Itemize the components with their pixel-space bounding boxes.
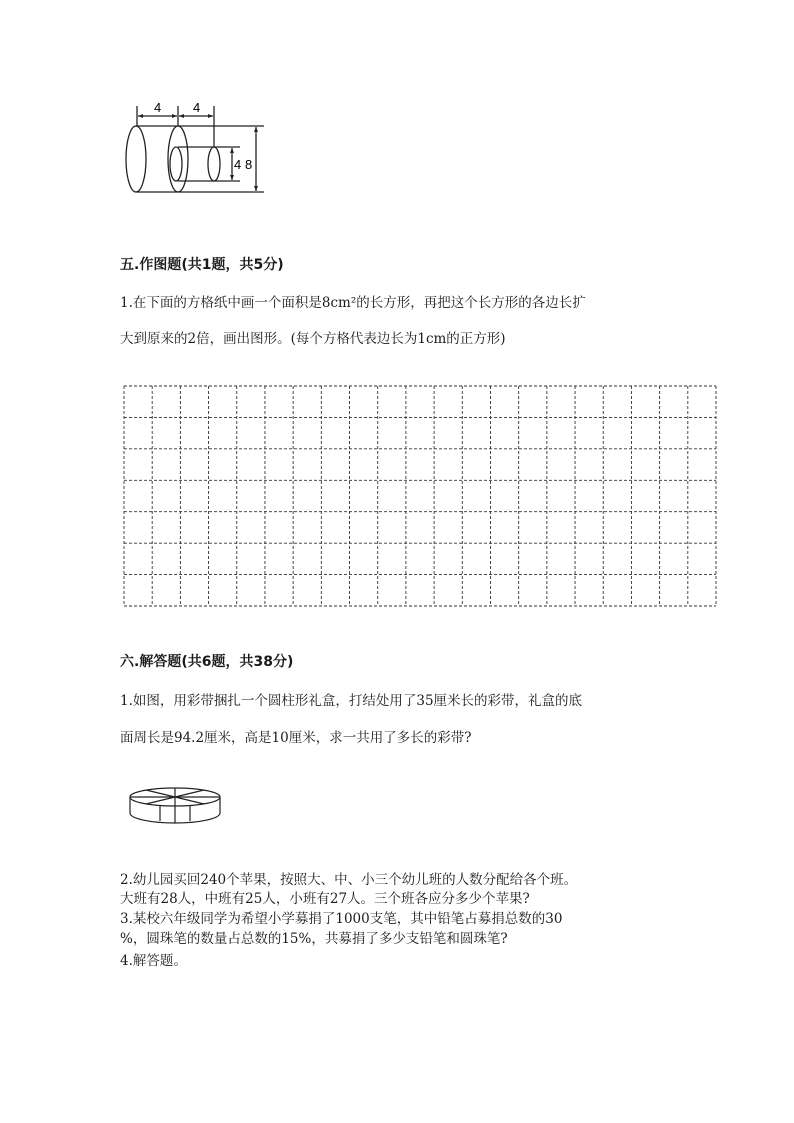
section6-title: 六.解答题(共6题，共38分): [120, 654, 294, 670]
section6-q2-line2: 大班有28人，中班有25人，小班有27人。三个班各应分多少个苹果?: [120, 891, 530, 907]
section6-q3-line2: %，圆珠笔的数量占总数的15%，共募捐了多少支铅笔和圆珠笔?: [120, 931, 508, 947]
section6-q2-line1: 2.幼儿园买回240个苹果，按照大、中、小三个幼儿班的人数分配给各个班。: [120, 872, 578, 888]
width-label-1: 4: [154, 100, 162, 115]
section6-q4: 4.解答题。: [120, 953, 187, 969]
width-label-2: 4: [193, 100, 201, 115]
cylinder-figure: [118, 96, 278, 216]
section6-q1-line2: 面周长是94.2厘米，高是10厘米，求一共用了多长的彩带?: [120, 730, 472, 746]
inner-diameter-label: 4: [234, 157, 242, 172]
section6-q1-line1: 1.如图，用彩带捆扎一个圆柱形礼盒，打结处用了35厘米长的彩带，礼盒的底: [120, 693, 583, 709]
outer-diameter-label: 8: [245, 157, 253, 172]
section6-q3-line1: 3.某校六年级同学为希望小学募捐了1000支笔，其中铅笔占募捐总数的30: [120, 911, 563, 927]
section5-q1-line1: 1.在下面的方格纸中画一个面积是8cm²的长方形，再把这个长方形的各边长扩: [120, 295, 586, 311]
section5-q1-line2: 大到原来的2倍，画出图形。(每个方格代表边长为1cm的正方形): [120, 331, 506, 347]
gift-box-figure: [126, 784, 226, 826]
square-grid-paper[interactable]: [123, 385, 717, 607]
section5-title: 五.作图题(共1题，共5分): [120, 257, 284, 273]
